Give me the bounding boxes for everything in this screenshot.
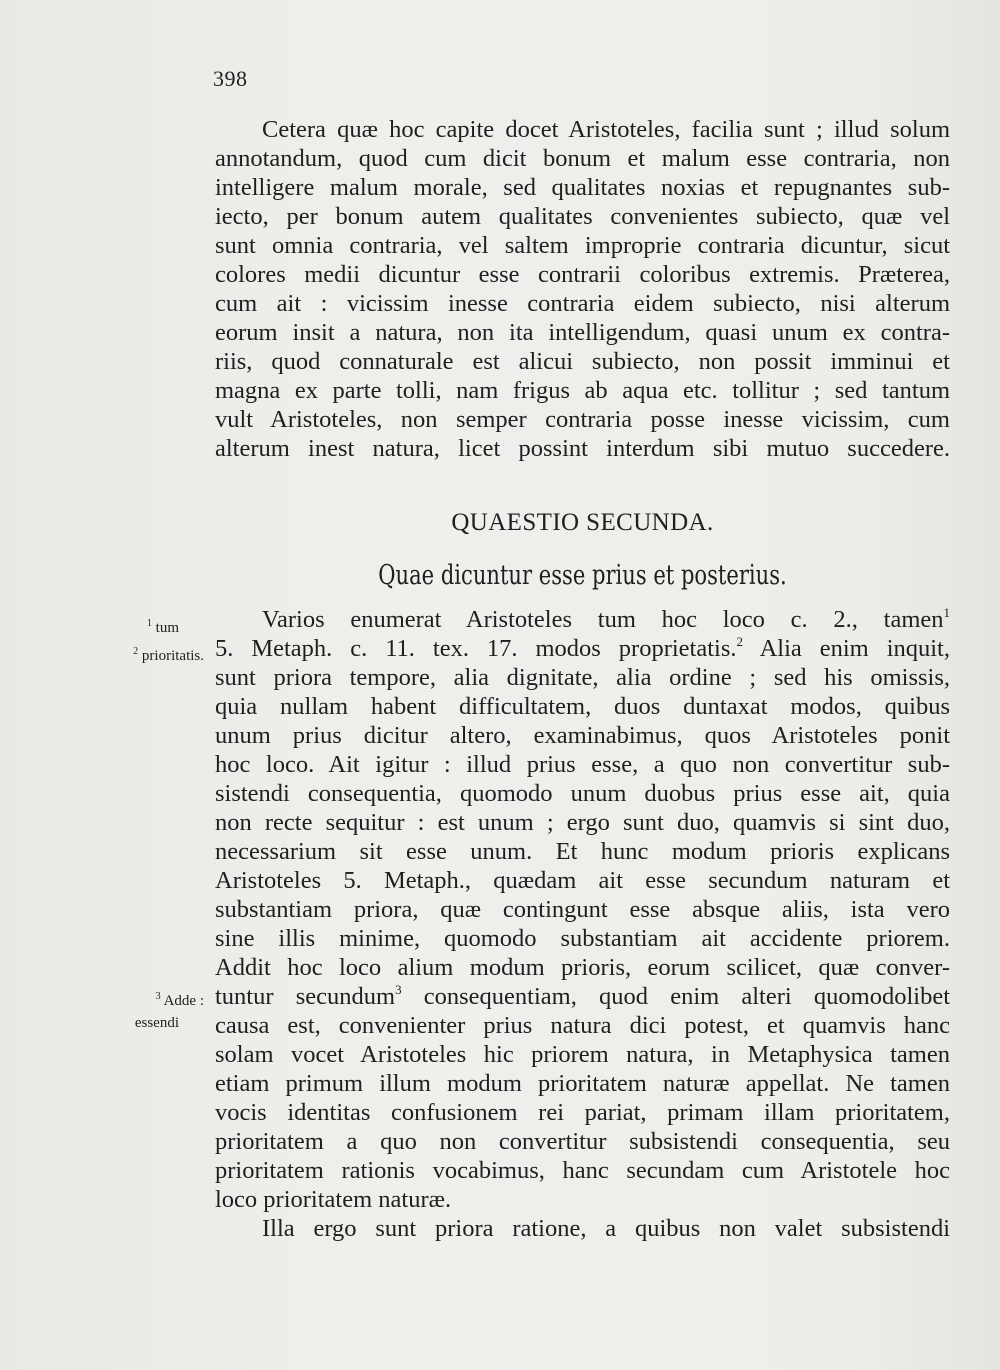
text-line: causa est, convenienter prius natura dici potest, et quamvis hanc: [215, 1012, 950, 1039]
text-line: magna ex parte tolli, nam frigus ab aqua etc. tollitur ; sed tantum: [215, 377, 950, 404]
text-span: consequentiam, quod enim alteri quomodolibet: [401, 983, 950, 1010]
margin-note-3: [104, 986, 204, 1012]
text-line: quia nullam habent difficultatem, duos duntaxat modos, quibus: [215, 693, 950, 720]
margin-note-1: [104, 613, 179, 639]
text-line: etiam primum illum modum prioritatem naturæ appellat. Ne tamen: [215, 1070, 950, 1097]
text-line: [215, 982, 950, 1011]
section-subtitle: Quae dicuntur esse prius et posterius.: [378, 560, 787, 591]
text-line: vocis identitas confusionem rei pariat, primam illam prioritatem,: [215, 1099, 950, 1126]
section-title: QUAESTIO SECUNDA.: [451, 509, 714, 536]
margin-note-number: 2: [133, 646, 139, 657]
margin-note-3-cont: essendi: [134, 1015, 179, 1031]
text-line: Addit hoc loco alium modum prioris, eorum scilicet, quæ conver-: [215, 954, 950, 981]
text-line: substantiam priora, quæ contingunt esse absque aliis, ista vero: [215, 896, 950, 923]
text-line: necessarium sit esse unum. Et hunc modum prioris explicans: [215, 838, 950, 865]
text-line: loco prioritatem naturæ.: [215, 1186, 452, 1213]
text-span: Alia enim inquit,: [743, 635, 950, 662]
footnote-ref: 2: [736, 634, 743, 649]
text-line: solam vocet Aristoteles hic priorem natura, in Metaphysica tamen: [215, 1041, 950, 1068]
text-span: Varios enumerat Aristoteles tum hoc loco c. 2., tamen: [262, 606, 944, 633]
margin-note-text: prioritatis.: [141, 648, 204, 664]
footnote-ref: 1: [943, 605, 950, 620]
text-line: colores medii dicuntur esse contrarii coloribus extremis. Præterea,: [215, 261, 950, 288]
text-line: iecto, per bonum autem qualitates convenientes subiecto, quæ vel: [215, 203, 950, 230]
text-line: alterum inest natura, licet possint interdum sibi mutuo succedere.: [215, 435, 950, 462]
text-line: annotandum, quod cum dicit bonum et malum esse contraria, non: [215, 145, 950, 172]
text-line: Illa ergo sunt priora ratione, a quibus non valet subsistendi: [262, 1215, 950, 1242]
text-line: [215, 634, 950, 663]
text-line: sine illis minime, quomodo substantiam ait accidente priorem.: [215, 925, 950, 952]
text-line: sunt priora tempore, alia dignitate, alia ordine ; sed his omissis,: [215, 664, 950, 691]
text-line: non recte sequitur : est unum ; ergo sunt duo, quamvis si sint duo,: [215, 809, 950, 836]
footnote-ref: 3: [395, 982, 402, 997]
text-line: sunt omnia contraria, vel saltem improprie contraria dicuntur, sicut: [215, 232, 950, 259]
text-span: tuntur secundum: [215, 983, 396, 1010]
text-line: Aristoteles 5. Metaph., quædam ait esse secundum naturam et: [215, 867, 950, 894]
text-line: hoc loco. Ait igitur : illud prius esse, a quo non convertitur sub-: [215, 751, 950, 778]
text-line: Cetera quæ hoc capite docet Aristoteles, facilia sunt ; illud solum: [262, 116, 950, 143]
text-line: eorum insit a natura, non ita intelligendum, quasi unum ex contra-: [215, 319, 950, 346]
text-line: prioritatem rationis vocabimus, hanc secundam cum Aristotele hoc: [215, 1157, 950, 1184]
margin-note-number: 3: [155, 991, 161, 1002]
margin-note-2: [104, 641, 204, 667]
text-line: cum ait : vicissim inesse contraria eidem subiecto, nisi alterum: [215, 290, 950, 317]
margin-note-text: tum: [155, 620, 179, 636]
text-line: intelligere malum morale, sed qualitates noxias et repugnantes sub-: [215, 174, 950, 201]
text-line: riis, quod connaturale est alicui subiecto, non possit imminui et: [215, 348, 950, 375]
margin-note-number: 1: [146, 618, 152, 629]
text-line: [262, 605, 950, 634]
text-line: sistendi consequentia, quomodo unum duobus prius esse ait, quia: [215, 780, 950, 807]
text-span: 5. Metaph. c. 11. tex. 17. modos proprietatis.: [215, 635, 737, 662]
text-line: unum prius dicitur altero, examinabimus, quos Aristoteles ponit: [215, 722, 950, 749]
text-line: prioritatem a quo non convertitur subsistendi consequentia, seu: [215, 1128, 950, 1155]
page-number: 398: [213, 66, 248, 91]
text-line: vult Aristoteles, non semper contraria posse inesse vicissim, cum: [215, 406, 950, 433]
margin-note-text: Adde :: [163, 993, 204, 1009]
